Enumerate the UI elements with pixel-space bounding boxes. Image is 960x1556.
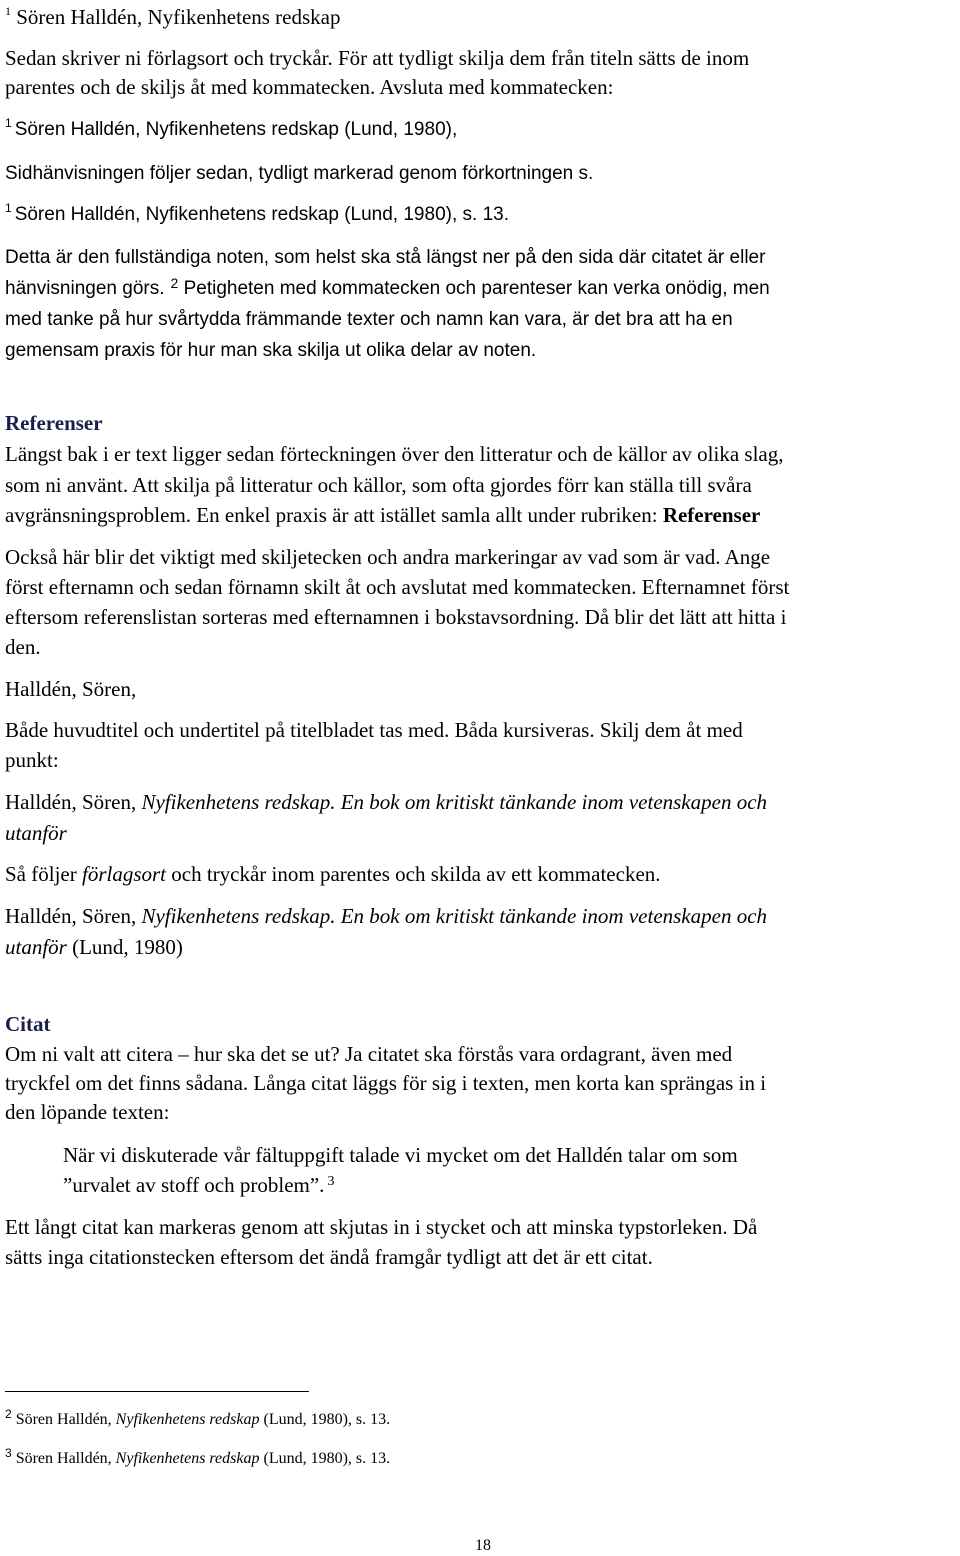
footnote-marker: 1 [5,201,12,215]
footnote-publication: (Lund, 1980), s. 13. [259,1450,391,1467]
para5-line3: eftersom referenslistan sorteras med efternamnen i bokstavsordning. Då blir det lätt att hitta i [5,605,787,629]
example1-text: Sören Halldén, Nyfikenhetens redskap (Lund, 1980), [14,119,458,140]
reference-example-3-line2 [5,934,183,960]
intro-line [5,4,341,33]
ref3-author: Halldén, Sören, [5,904,142,928]
reference-example-2-line2 [5,820,67,846]
para8-line2: tryckfel om det finns sådana. Långa citat läggs för sig i texten, men korta kan sprängas in i [5,1071,767,1095]
para9-line1: Ett långt citat kan markeras genom att skjutas in i stycket och att minska typstorleken. Då [5,1215,758,1239]
footnote-marker: 2 [170,275,179,291]
para4-line1: Längst bak i er text ligger sedan förteckningen över den litteratur och de källor av olika slag, [5,442,784,466]
para7-text-a: Så följer [5,862,82,886]
footnote-marker: 3 [327,1174,335,1189]
para4-text: avgränsningsproblem. En enkel praxis är att istället samla allt under rubriken: [5,503,663,527]
ref2-title-end: utanför [5,821,67,845]
ref3-title-end: utanför [5,935,67,959]
footnote-author: Sören Halldén, [15,1411,116,1428]
heading-citat: Citat [5,1012,51,1036]
example1 [5,117,457,144]
para4-line3 [5,502,760,528]
blockquote-text: ”urvalet av stoff och problem”. [63,1173,325,1197]
para5-line2: först efternamn och sedan förnamn skilt åt och avslutat med kommatecken. Efternamnet först [5,575,790,599]
reference-example-3-line1 [5,903,767,929]
para7-italic: förlagsort [81,862,167,886]
footnote-author: Sören Halldén, [15,1450,116,1467]
reference-example-1: Halldén, Sören, [5,677,137,701]
footnote-publication: (Lund, 1980), s. 13. [259,1411,391,1428]
footnote-3 [5,1446,391,1469]
para3-line2 [5,276,770,302]
intro-text: Sören Halldén, Nyfikenhetens redskap [16,5,341,29]
page-number: 18 [475,1537,491,1554]
footnote-title: Nyfikenhetens redskap [115,1450,260,1467]
para3-line3: med tanke på hur svårtydda främmande texter och namn kan vara, är det bra att ha en [5,309,733,330]
footnote-marker: 1 [5,4,11,18]
ref3-publication: (Lund, 1980) [66,935,183,959]
para7 [5,861,661,887]
para5-line4: den. [5,635,41,659]
para4-line2: som ni använt. Att skilja på litteratur och källor, som ofta gjordes förr kan ställa till svåra [5,473,752,497]
ref2-title: Nyfikenhetens redskap. En bok om kritiskt tänkande inom vetenskapen och [141,790,768,814]
footnote-number: 3 [5,1446,12,1460]
para1-line2: parentes och de skiljs åt med kommatecken. Avsluta med kommatecken: [5,75,614,99]
para3-line4: gemensam praxis för hur man ska skilja ut olika delar av noten. [5,340,537,361]
para3-text-b: Petigheten med kommatecken och parenteser kan verka onödig, men [178,278,770,299]
footnote-number: 2 [5,1407,12,1421]
para3-text-a: hänvisningen görs. [5,278,165,299]
heading-referenser: Referenser [5,411,103,435]
para8-line3: den löpande texten: [5,1100,170,1124]
footnote-title: Nyfikenhetens redskap [115,1411,260,1428]
ref2-author: Halldén, Sören, [5,790,142,814]
para1-line1: Sedan skriver ni förlagsort och tryckår. För att tydligt skilja dem från titeln sätts de inom [5,46,750,70]
example2 [5,202,509,229]
para6-line2: punkt: [5,748,59,772]
inline-heading-referenser: Referenser [662,503,761,527]
ref3-title: Nyfikenhetens redskap. En bok om kritiskt tänkande inom vetenskapen och [141,904,768,928]
para8-line1: Om ni valt att citera – hur ska det se ut? Ja citatet ska förstås vara ordagrant, även med [5,1042,733,1066]
para7-text-c: och tryckår inom parentes och skilda av ett kommatecken. [166,862,661,886]
reference-example-2-line1 [5,789,767,815]
para6-line1: Både huvudtitel och undertitel på titelbladet tas med. Båda kursiveras. Skilj dem åt med [5,718,743,742]
para5-line1: Också här blir det viktigt med skiljetecken och andra markeringar av vad som är vad. Ange [5,545,771,569]
para2: Sidhänvisningen följer sedan, tydligt markerad genom förkortningen s. [5,163,594,184]
para9-line2: sätts inga citationstecken eftersom det ändå framgår tydligt att det är ett citat. [5,1245,653,1269]
footnote-divider [5,1391,309,1392]
para3-line1: Detta är den fullständiga noten, som helst ska stå längst ner på den sida där citatet är eller [5,247,766,268]
footnote-2 [5,1407,391,1430]
footnote-marker: 1 [5,116,12,130]
blockquote-line1: När vi diskuterade vår fältuppgift talade vi mycket om det Halldén talar om som [63,1143,738,1167]
blockquote-line2 [63,1172,334,1202]
example2-text: Sören Halldén, Nyfikenhetens redskap (Lund, 1980), s. 13. [14,204,509,225]
